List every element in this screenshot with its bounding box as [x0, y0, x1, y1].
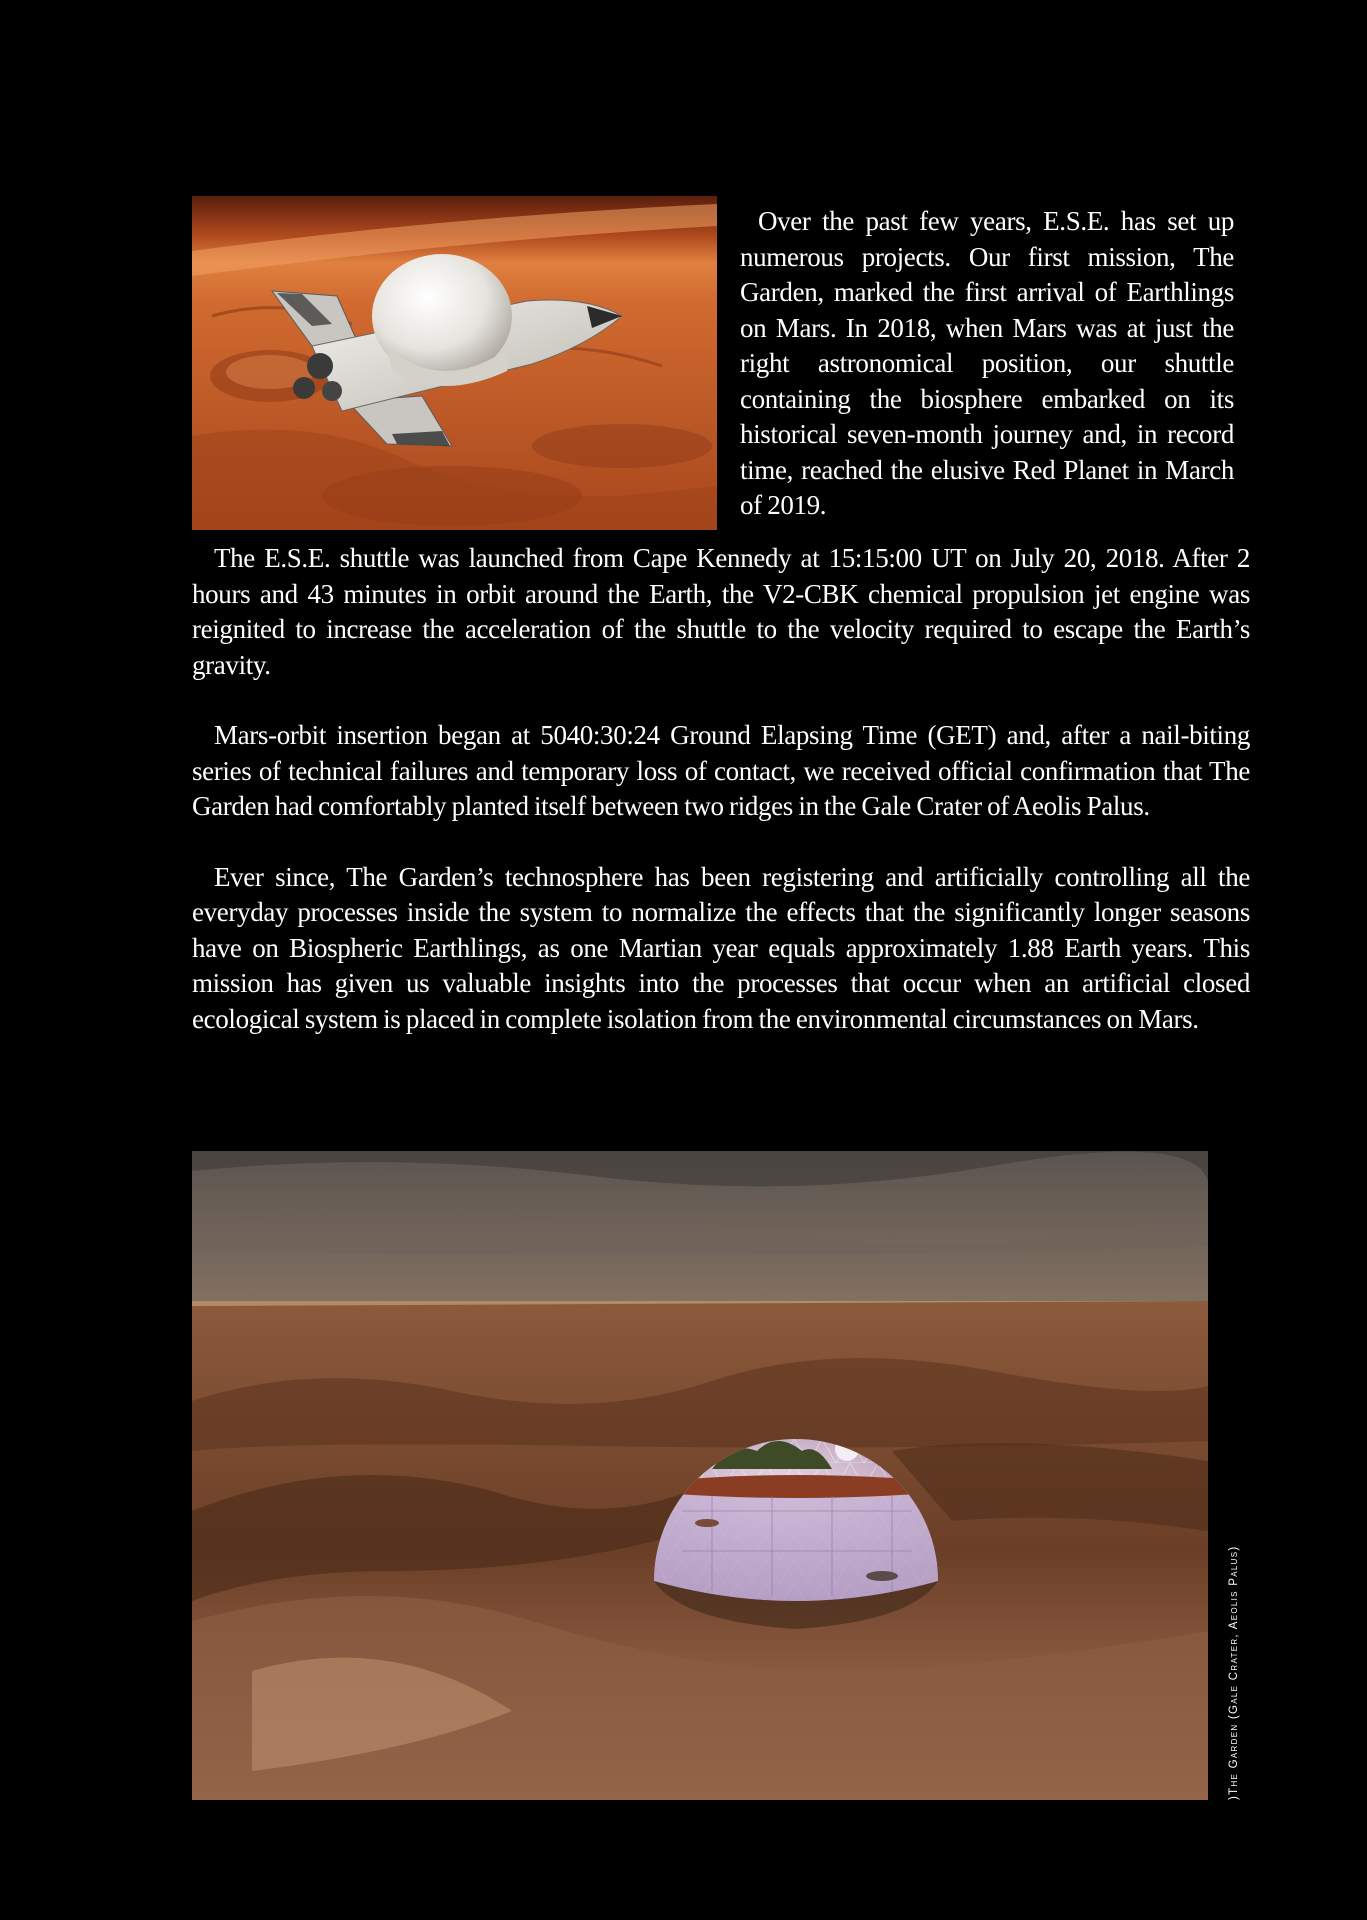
body-paragraph-technosphere: Ever since, The Garden’s technosphere has been registering and artificially controlling all the everyday processes inside the system to normalize the effects that the significantly longer seasons have on Biospheric Earthlings, as one Martian year equals approximately 1.88 Earth years. This mission has given us valuable insights into the processes that occur when an artificial closed ecological system is placed in complete isolation from the environmental circumstances on Mars.	[192, 861, 1250, 1034]
body-paragraph-orbit-insertion: Mars-orbit insertion began at 5040:30:24 Ground Elapsing Time (GET) and, after a nail-biting series of technical failures and temporary loss of contact, we received official confirmation that The Garden had comfortably planted itself between two ridges in the Gale Crater of Aeolis Palus.	[192, 720, 1250, 821]
body-paragraph-launch: The E.S.E. shuttle was launched from Cape Kennedy at 15:15:00 UT on July 20, 2018. After 2 hours and 43 minutes in orbit around the Earth, the V2-CBK chemical propulsion jet engine was reignited to increase the acceleration of the shuttle to the velocity required to escape the Earth’s gravity.	[192, 543, 1250, 680]
dome-photo	[192, 1151, 1208, 1800]
shuttle-photo	[192, 196, 717, 530]
photo-caption: )The Garden (Gale Crater, Aeolis Palus)	[1228, 1545, 1240, 1800]
intro-paragraph: Over the past few years, E.S.E. has set up numerous projects. Our first mission, The Garden, marked the first arrival of Earthlings on Mars. In 2018, when Mars was at just the right astronomical position, our shuttle containing the biosphere embarked on its historical seven-month journey and, in record time, reached the elusive Red Planet in March of 2019.	[740, 206, 1234, 520]
body-text	[192, 541, 1250, 1072]
